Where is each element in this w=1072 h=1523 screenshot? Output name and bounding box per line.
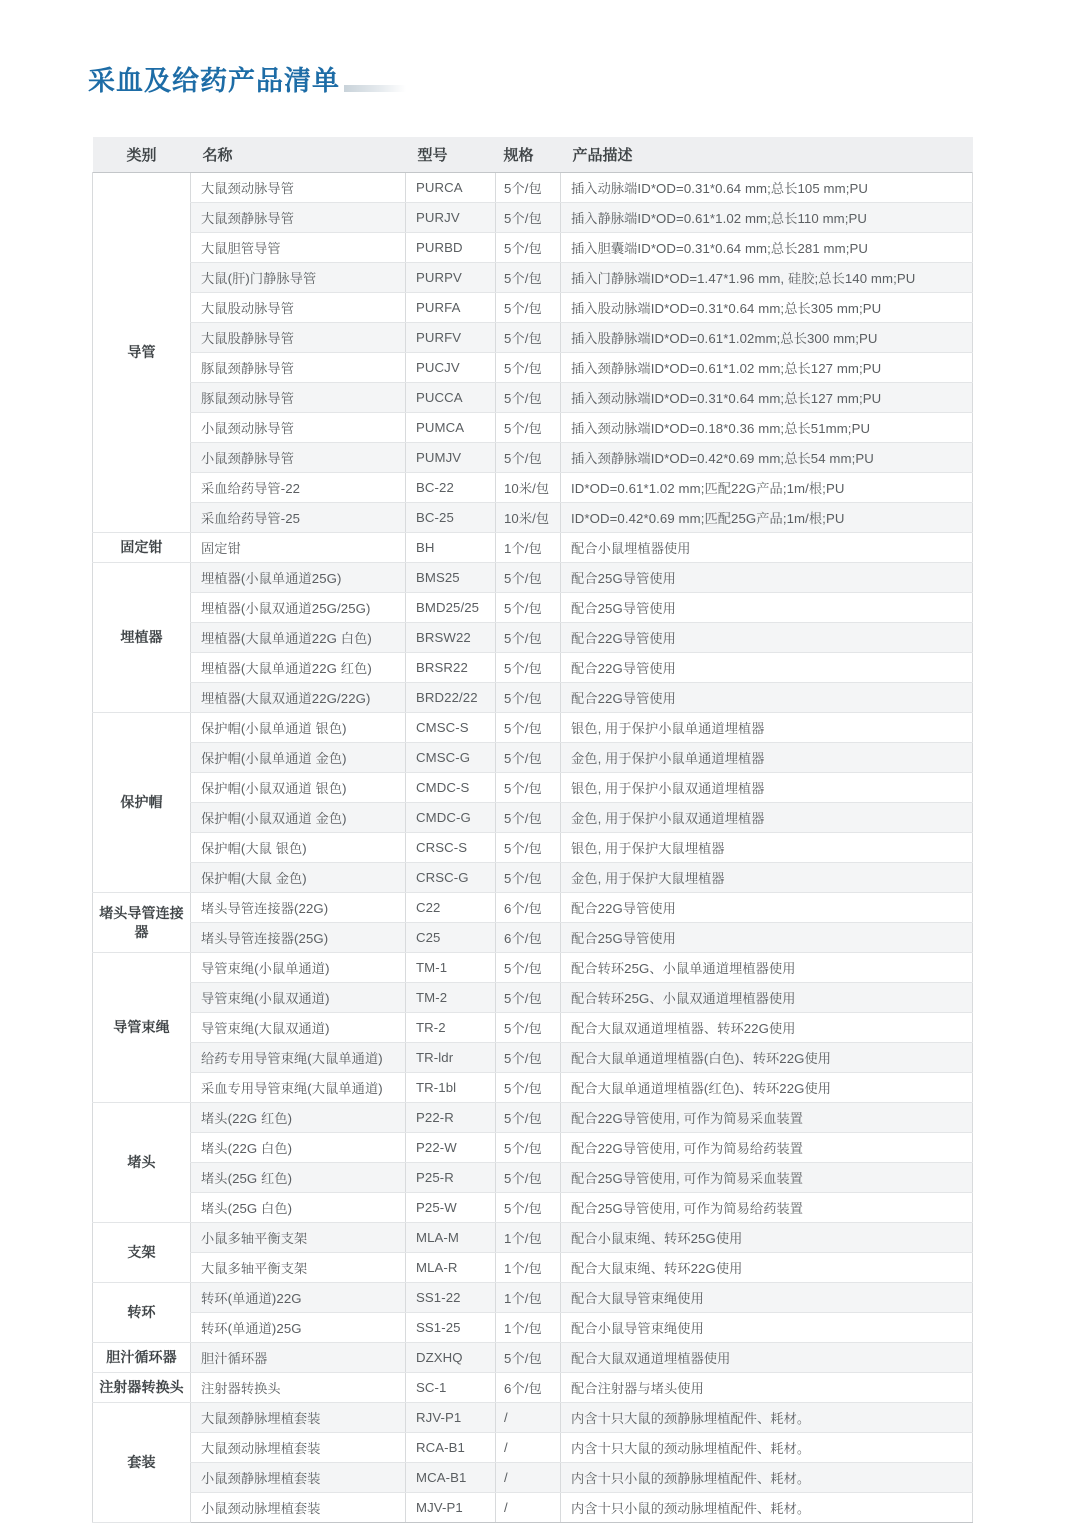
product-description-cell: 配合转环25G、小鼠双通道埋植器使用 xyxy=(561,983,973,1013)
product-model-cell: P22-R xyxy=(406,1103,496,1133)
product-spec-cell: 5个/包 xyxy=(496,1073,561,1103)
table-row xyxy=(93,233,973,263)
product-description-cell: 插入胆囊端ID*OD=0.31*0.64 mm;总长281 mm;PU xyxy=(561,233,973,263)
product-description-cell: 配合小鼠导管束绳使用 xyxy=(561,1313,973,1343)
product-name-cell: 豚鼠颈动脉导管 xyxy=(191,383,406,413)
product-model-cell: C25 xyxy=(406,923,496,953)
product-spec-cell: 1个/包 xyxy=(496,1253,561,1283)
product-name-cell: 堵头导管连接器(25G) xyxy=(191,923,406,953)
product-spec-cell: / xyxy=(496,1493,561,1523)
table-row xyxy=(93,653,973,683)
product-description-cell: 内含十只大鼠的颈静脉埋植配件、耗材。 xyxy=(561,1403,973,1433)
product-description-cell: 配合大鼠束绳、转环22G使用 xyxy=(561,1253,973,1283)
product-description-cell: 配合转环25G、小鼠单通道埋植器使用 xyxy=(561,953,973,983)
product-name-cell: 大鼠颈静脉导管 xyxy=(191,203,406,233)
product-model-cell: PURBD xyxy=(406,233,496,263)
product-name-cell: 保护帽(小鼠双通道 金色) xyxy=(191,803,406,833)
category-cell: 套装 xyxy=(93,1403,191,1523)
category-cell: 埋植器 xyxy=(93,563,191,713)
product-name-cell: 大鼠颈静脉埋植套装 xyxy=(191,1403,406,1433)
table-row xyxy=(93,563,973,593)
product-model-cell: TM-2 xyxy=(406,983,496,1013)
product-name-cell: 埋植器(大鼠双通道22G/22G) xyxy=(191,683,406,713)
product-spec-cell: 10米/包 xyxy=(496,503,561,533)
product-description-cell: 配合25G导管使用 xyxy=(561,593,973,623)
product-name-cell: 保护帽(大鼠 银色) xyxy=(191,833,406,863)
product-description-cell: 插入静脉端ID*OD=0.61*1.02 mm;总长110 mm;PU xyxy=(561,203,973,233)
category-cell: 支架 xyxy=(93,1223,191,1283)
table-row xyxy=(93,1283,973,1313)
product-model-cell: TR-ldr xyxy=(406,1043,496,1073)
table-body xyxy=(93,173,973,1523)
product-model-cell: BMD25/25 xyxy=(406,593,496,623)
column-header-model: 型号 xyxy=(406,137,496,173)
product-spec-cell: 5个/包 xyxy=(496,293,561,323)
product-description-cell: 内含十只小鼠的颈动脉埋植配件、耗材。 xyxy=(561,1493,973,1523)
product-name-cell: 采血给药导管-25 xyxy=(191,503,406,533)
table-row xyxy=(93,623,973,653)
product-description-cell: 配合25G导管使用, 可作为简易给药装置 xyxy=(561,1193,973,1223)
product-model-cell: DZXHQ xyxy=(406,1343,496,1373)
product-name-cell: 导管束绳(小鼠双通道) xyxy=(191,983,406,1013)
table-row xyxy=(93,713,973,743)
product-model-cell: CMSC-G xyxy=(406,743,496,773)
product-description-cell: 插入颈动脉端ID*OD=0.18*0.36 mm;总长51mm;PU xyxy=(561,413,973,443)
product-spec-cell: 5个/包 xyxy=(496,203,561,233)
product-spec-cell: 5个/包 xyxy=(496,743,561,773)
product-description-cell: 配合大鼠单通道埋植器(红色)、转环22G使用 xyxy=(561,1073,973,1103)
table-header-row xyxy=(93,137,973,173)
product-model-cell: CRSC-G xyxy=(406,863,496,893)
title-underline-decoration xyxy=(344,85,406,92)
product-spec-cell: 5个/包 xyxy=(496,173,561,203)
product-model-cell: MLA-M xyxy=(406,1223,496,1253)
product-spec-cell: 5个/包 xyxy=(496,233,561,263)
table-row xyxy=(93,473,973,503)
product-description-cell: 插入门静脉端ID*OD=1.47*1.96 mm, 硅胶;总长140 mm;PU xyxy=(561,263,973,293)
category-cell: 导管束绳 xyxy=(93,953,191,1103)
product-spec-cell: 5个/包 xyxy=(496,383,561,413)
product-model-cell: TR-1bl xyxy=(406,1073,496,1103)
table-row xyxy=(93,593,973,623)
product-name-cell: 大鼠(肝)门静脉导管 xyxy=(191,263,406,293)
product-model-cell: TR-2 xyxy=(406,1013,496,1043)
product-description-cell: 配合大鼠双通道埋植器使用 xyxy=(561,1343,973,1373)
product-name-cell: 注射器转换头 xyxy=(191,1373,406,1403)
product-description-cell: 配合大鼠单通道埋植器(白色)、转环22G使用 xyxy=(561,1043,973,1073)
table-row xyxy=(93,1043,973,1073)
product-name-cell: 采血专用导管束绳(大鼠单通道) xyxy=(191,1073,406,1103)
table-row xyxy=(93,743,973,773)
product-model-cell: PUCJV xyxy=(406,353,496,383)
product-description-cell: 配合小鼠埋植器使用 xyxy=(561,533,973,563)
product-spec-cell: 5个/包 xyxy=(496,773,561,803)
product-description-cell: 配合大鼠双通道埋植器、转环22G使用 xyxy=(561,1013,973,1043)
product-model-cell: BH xyxy=(406,533,496,563)
category-cell: 保护帽 xyxy=(93,713,191,893)
product-spec-cell: 5个/包 xyxy=(496,803,561,833)
product-description-cell: 配合22G导管使用 xyxy=(561,683,973,713)
product-name-cell: 堵头(25G 白色) xyxy=(191,1193,406,1223)
product-description-cell: 配合小鼠束绳、转环25G使用 xyxy=(561,1223,973,1253)
product-model-cell: BRSW22 xyxy=(406,623,496,653)
product-name-cell: 大鼠颈动脉导管 xyxy=(191,173,406,203)
product-name-cell: 埋植器(小鼠双通道25G/25G) xyxy=(191,593,406,623)
product-list-table xyxy=(92,137,973,1523)
product-name-cell: 转环(单通道)22G xyxy=(191,1283,406,1313)
product-name-cell: 转环(单通道)25G xyxy=(191,1313,406,1343)
category-cell: 导管 xyxy=(93,173,191,533)
product-name-cell: 保护帽(小鼠单通道 金色) xyxy=(191,743,406,773)
product-name-cell: 大鼠股静脉导管 xyxy=(191,323,406,353)
product-name-cell: 埋植器(大鼠单通道22G 红色) xyxy=(191,653,406,683)
table-row xyxy=(93,533,973,563)
product-description-cell: 插入股动脉端ID*OD=0.31*0.64 mm;总长305 mm;PU xyxy=(561,293,973,323)
category-cell: 固定钳 xyxy=(93,533,191,563)
product-description-cell: 配合大鼠导管束绳使用 xyxy=(561,1283,973,1313)
product-description-cell: 内含十只大鼠的颈动脉埋植配件、耗材。 xyxy=(561,1433,973,1463)
product-spec-cell: 5个/包 xyxy=(496,443,561,473)
product-spec-cell: 6个/包 xyxy=(496,893,561,923)
product-description-cell: 插入颈静脉端ID*OD=0.42*0.69 mm;总长54 mm;PU xyxy=(561,443,973,473)
product-name-cell: 小鼠多轴平衡支架 xyxy=(191,1223,406,1253)
product-name-cell: 豚鼠颈静脉导管 xyxy=(191,353,406,383)
product-spec-cell: 5个/包 xyxy=(496,653,561,683)
column-header-category: 类别 xyxy=(93,137,191,173)
category-cell: 堵头导管连接器 xyxy=(93,893,191,953)
product-model-cell: PUCCA xyxy=(406,383,496,413)
column-header-description: 产品描述 xyxy=(561,137,973,173)
product-spec-cell: 5个/包 xyxy=(496,413,561,443)
product-name-cell: 大鼠颈动脉埋植套装 xyxy=(191,1433,406,1463)
product-model-cell: PURFA xyxy=(406,293,496,323)
product-spec-cell: 5个/包 xyxy=(496,713,561,743)
table-row xyxy=(93,1193,973,1223)
table-row xyxy=(93,323,973,353)
product-spec-cell: 1个/包 xyxy=(496,1283,561,1313)
table-row xyxy=(93,1463,973,1493)
column-header-name: 名称 xyxy=(191,137,406,173)
product-spec-cell: 5个/包 xyxy=(496,593,561,623)
product-name-cell: 小鼠颈动脉埋植套装 xyxy=(191,1493,406,1523)
table-row xyxy=(93,1253,973,1283)
table-row xyxy=(93,1493,973,1523)
product-name-cell: 大鼠多轴平衡支架 xyxy=(191,1253,406,1283)
product-spec-cell: 5个/包 xyxy=(496,833,561,863)
product-model-cell: PURPV xyxy=(406,263,496,293)
product-model-cell: TM-1 xyxy=(406,953,496,983)
product-description-cell: 配合22G导管使用 xyxy=(561,893,973,923)
table-row xyxy=(93,173,973,203)
product-model-cell: CMDC-S xyxy=(406,773,496,803)
product-description-cell: 银色, 用于保护大鼠埋植器 xyxy=(561,833,973,863)
product-name-cell: 导管束绳(小鼠单通道) xyxy=(191,953,406,983)
product-name-cell: 小鼠颈静脉导管 xyxy=(191,443,406,473)
product-list-table-wrapper xyxy=(92,137,972,1523)
product-description-cell: 金色, 用于保护小鼠单通道埋植器 xyxy=(561,743,973,773)
product-model-cell: CMSC-S xyxy=(406,713,496,743)
product-description-cell: 金色, 用于保护小鼠双通道埋植器 xyxy=(561,803,973,833)
product-model-cell: MCA-B1 xyxy=(406,1463,496,1493)
product-name-cell: 小鼠颈动脉导管 xyxy=(191,413,406,443)
product-name-cell: 堵头导管连接器(22G) xyxy=(191,893,406,923)
product-description-cell: 配合22G导管使用, 可作为简易采血装置 xyxy=(561,1103,973,1133)
product-description-cell: 插入动脉端ID*OD=0.31*0.64 mm;总长105 mm;PU xyxy=(561,173,973,203)
table-row xyxy=(93,1103,973,1133)
product-name-cell: 堵头(22G 红色) xyxy=(191,1103,406,1133)
product-spec-cell: 5个/包 xyxy=(496,1103,561,1133)
product-model-cell: BC-22 xyxy=(406,473,496,503)
table-row xyxy=(93,353,973,383)
page-title: 采血及给药产品清单 xyxy=(88,66,340,96)
table-row xyxy=(93,803,973,833)
table-row xyxy=(93,263,973,293)
product-model-cell: PURCA xyxy=(406,173,496,203)
product-spec-cell: 5个/包 xyxy=(496,1013,561,1043)
product-description-cell: 配合25G导管使用 xyxy=(561,563,973,593)
table-row xyxy=(93,923,973,953)
product-name-cell: 小鼠颈静脉埋植套装 xyxy=(191,1463,406,1493)
table-row xyxy=(93,953,973,983)
category-cell: 注射器转换头 xyxy=(93,1373,191,1403)
product-model-cell: BC-25 xyxy=(406,503,496,533)
product-model-cell: MLA-R xyxy=(406,1253,496,1283)
product-spec-cell: 5个/包 xyxy=(496,983,561,1013)
product-model-cell: SS1-22 xyxy=(406,1283,496,1313)
product-name-cell: 大鼠股动脉导管 xyxy=(191,293,406,323)
product-model-cell: PURJV xyxy=(406,203,496,233)
table-row xyxy=(93,1373,973,1403)
table-row xyxy=(93,293,973,323)
table-row xyxy=(93,983,973,1013)
product-model-cell: PUMCA xyxy=(406,413,496,443)
column-header-spec: 规格 xyxy=(496,137,561,173)
product-name-cell: 堵头(22G 白色) xyxy=(191,1133,406,1163)
table-row xyxy=(93,1073,973,1103)
product-spec-cell: 6个/包 xyxy=(496,1373,561,1403)
product-spec-cell: 5个/包 xyxy=(496,323,561,353)
product-name-cell: 埋植器(小鼠单通道25G) xyxy=(191,563,406,593)
product-model-cell: PURFV xyxy=(406,323,496,353)
table-row xyxy=(93,1433,973,1463)
product-name-cell: 埋植器(大鼠单通道22G 白色) xyxy=(191,623,406,653)
product-model-cell: RJV-P1 xyxy=(406,1403,496,1433)
product-name-cell: 保护帽(小鼠单通道 银色) xyxy=(191,713,406,743)
product-name-cell: 保护帽(大鼠 金色) xyxy=(191,863,406,893)
product-spec-cell: 5个/包 xyxy=(496,1343,561,1373)
product-spec-cell: / xyxy=(496,1463,561,1493)
table-row xyxy=(93,1163,973,1193)
product-name-cell: 采血给药导管-22 xyxy=(191,473,406,503)
product-description-cell: 金色, 用于保护大鼠埋植器 xyxy=(561,863,973,893)
product-model-cell: CMDC-G xyxy=(406,803,496,833)
table-row xyxy=(93,1403,973,1433)
table-row xyxy=(93,833,973,863)
product-spec-cell: 5个/包 xyxy=(496,1043,561,1073)
product-spec-cell: 5个/包 xyxy=(496,1193,561,1223)
table-row xyxy=(93,413,973,443)
table-row xyxy=(93,203,973,233)
product-spec-cell: 6个/包 xyxy=(496,923,561,953)
product-spec-cell: 5个/包 xyxy=(496,623,561,653)
product-model-cell: SC-1 xyxy=(406,1373,496,1403)
product-description-cell: 配合22G导管使用, 可作为简易给药装置 xyxy=(561,1133,973,1163)
product-description-cell: 配合25G导管使用, 可作为简易采血装置 xyxy=(561,1163,973,1193)
product-description-cell: 插入颈静脉端ID*OD=0.61*1.02 mm;总长127 mm;PU xyxy=(561,353,973,383)
product-spec-cell: 10米/包 xyxy=(496,473,561,503)
product-spec-cell: / xyxy=(496,1433,561,1463)
category-cell: 胆汁循环器 xyxy=(93,1343,191,1373)
product-spec-cell: 5个/包 xyxy=(496,263,561,293)
product-spec-cell: 5个/包 xyxy=(496,353,561,383)
table-row xyxy=(93,893,973,923)
table-row xyxy=(93,773,973,803)
product-model-cell: BRSR22 xyxy=(406,653,496,683)
table-row xyxy=(93,443,973,473)
product-description-cell: 插入股静脉端ID*OD=0.61*1.02mm;总长300 mm;PU xyxy=(561,323,973,353)
product-model-cell: MJV-P1 xyxy=(406,1493,496,1523)
category-cell: 堵头 xyxy=(93,1103,191,1223)
table-row xyxy=(93,683,973,713)
table-row xyxy=(93,503,973,533)
product-model-cell: BRD22/22 xyxy=(406,683,496,713)
product-model-cell: CRSC-S xyxy=(406,833,496,863)
product-model-cell: P22-W xyxy=(406,1133,496,1163)
table-row xyxy=(93,863,973,893)
product-description-cell: 银色, 用于保护小鼠双通道埋植器 xyxy=(561,773,973,803)
product-model-cell: P25-R xyxy=(406,1163,496,1193)
table-row xyxy=(93,1223,973,1253)
product-model-cell: RCA-B1 xyxy=(406,1433,496,1463)
product-model-cell: C22 xyxy=(406,893,496,923)
product-name-cell: 保护帽(小鼠双通道 银色) xyxy=(191,773,406,803)
product-description-cell: 插入颈动脉端ID*OD=0.31*0.64 mm;总长127 mm;PU xyxy=(561,383,973,413)
product-spec-cell: / xyxy=(496,1403,561,1433)
product-spec-cell: 1个/包 xyxy=(496,1223,561,1253)
product-spec-cell: 1个/包 xyxy=(496,1313,561,1343)
product-model-cell: SS1-25 xyxy=(406,1313,496,1343)
product-description-cell: ID*OD=0.61*1.02 mm;匹配22G产品;1m/根;PU xyxy=(561,473,973,503)
product-name-cell: 胆汁循环器 xyxy=(191,1343,406,1373)
product-description-cell: 配合22G导管使用 xyxy=(561,653,973,683)
title-block xyxy=(88,68,406,95)
product-name-cell: 大鼠胆管导管 xyxy=(191,233,406,263)
product-name-cell: 固定钳 xyxy=(191,533,406,563)
product-description-cell: 配合25G导管使用 xyxy=(561,923,973,953)
table-row xyxy=(93,1313,973,1343)
product-model-cell: P25-W xyxy=(406,1193,496,1223)
table-row xyxy=(93,1013,973,1043)
product-spec-cell: 1个/包 xyxy=(496,533,561,563)
product-description-cell: 银色, 用于保护小鼠单通道埋植器 xyxy=(561,713,973,743)
product-name-cell: 给药专用导管束绳(大鼠单通道) xyxy=(191,1043,406,1073)
product-name-cell: 导管束绳(大鼠双通道) xyxy=(191,1013,406,1043)
product-spec-cell: 5个/包 xyxy=(496,1133,561,1163)
category-cell: 转环 xyxy=(93,1283,191,1343)
product-description-cell: 配合注射器与堵头使用 xyxy=(561,1373,973,1403)
product-name-cell: 堵头(25G 红色) xyxy=(191,1163,406,1193)
product-spec-cell: 5个/包 xyxy=(496,1163,561,1193)
product-spec-cell: 5个/包 xyxy=(496,953,561,983)
table-row xyxy=(93,1133,973,1163)
table-row xyxy=(93,1343,973,1373)
product-spec-cell: 5个/包 xyxy=(496,863,561,893)
product-model-cell: PUMJV xyxy=(406,443,496,473)
product-spec-cell: 5个/包 xyxy=(496,683,561,713)
table-header xyxy=(93,137,973,173)
product-description-cell: 内含十只小鼠的颈静脉埋植配件、耗材。 xyxy=(561,1463,973,1493)
product-description-cell: 配合22G导管使用 xyxy=(561,623,973,653)
product-model-cell: BMS25 xyxy=(406,563,496,593)
table-row xyxy=(93,383,973,413)
product-description-cell: ID*OD=0.42*0.69 mm;匹配25G产品;1m/根;PU xyxy=(561,503,973,533)
product-spec-cell: 5个/包 xyxy=(496,563,561,593)
